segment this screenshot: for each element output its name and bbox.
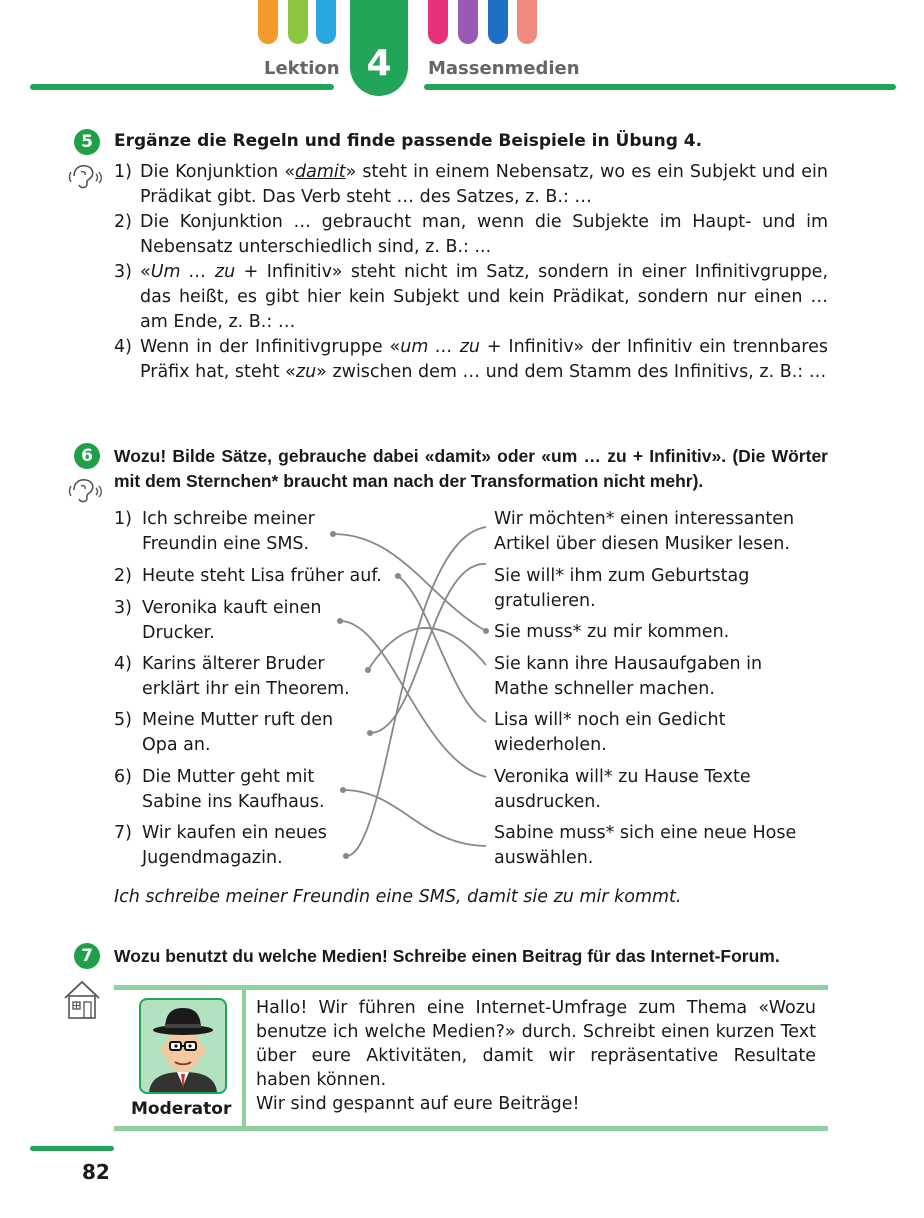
connector-dot <box>365 667 371 673</box>
exercise-6-number: 6 <box>74 443 100 469</box>
connector-dot <box>330 531 336 537</box>
homework-house-icon <box>62 978 102 1022</box>
exercise-5-title: Ergänze die Regeln und finde passende Beispiele in Übung 4. <box>114 131 703 151</box>
connector-dot <box>340 787 346 793</box>
connector-dot <box>483 628 489 634</box>
forum-border-top <box>114 985 828 990</box>
connector-line <box>368 628 486 670</box>
lesson-number-badge: 4 <box>350 0 408 96</box>
connector-dot <box>337 618 343 624</box>
connector-dot <box>343 853 349 859</box>
right-clause-1: Wir möchten* einen interessanten Artikel über diesen Musiker lesen. <box>494 509 795 554</box>
connector-line <box>370 564 486 733</box>
moderator-avatar <box>139 998 227 1094</box>
footer-line <box>30 1146 114 1151</box>
right-clause-2: Sie will* ihm zum Geburtstag gratulieren. <box>494 566 750 611</box>
forum-post-paragraph: Hallo! Wir führen eine Internet-Umfrage zum Thema «Wozu benutze ich welche Medien?» durch. Schreibt einen kurzen Text über eure Aktivitäten, damit wir repräsentative Resultate haben können. <box>256 998 816 1090</box>
exercise-5-number: 5 <box>74 129 100 155</box>
right-clause-3: Sie muss* zu mir kommen. <box>494 622 730 642</box>
forum-post-text <box>256 996 816 1116</box>
moderator-label: Moderator <box>131 1099 232 1119</box>
left-sentence-1: 1) Ich schreibe meiner Freundin eine SMS. <box>114 509 315 554</box>
forum-border-bottom <box>114 1126 828 1131</box>
lesson-topic: Massenmedien <box>428 58 580 79</box>
exercise-7-number: 7 <box>74 943 100 969</box>
connector-line <box>346 527 486 856</box>
forum-divider <box>242 990 246 1126</box>
left-sentence-6: 6) Die Mutter geht mit Sabine ins Kaufhaus. <box>114 767 325 812</box>
left-sentence-5: 5) Meine Mutter ruft den Opa an. <box>114 710 334 755</box>
lesson-label: Lektion <box>264 58 340 79</box>
right-clause-5: Lisa will* noch ein Gedicht wiederholen. <box>494 710 726 755</box>
left-sentence-4: 4) Karins älterer Bruder erklärt ihr ein Theorem. <box>114 654 350 699</box>
left-sentence-2: 2) Heute steht Lisa früher auf. <box>114 566 382 586</box>
connector-dot <box>367 730 373 736</box>
right-clause-7: Sabine muss* sich eine neue Hose auswählen. <box>494 823 797 868</box>
exercise-7-title: Wozu benutzt du welche Medien! Schreibe einen Beitrag für das Internet-Forum. <box>114 946 780 966</box>
forum-post-closing: Wir sind gespannt auf eure Beiträge! <box>256 1094 580 1114</box>
example-sentence: Ich schreibe meiner Freundin eine SMS, damit sie zu mir kommt. <box>114 887 682 907</box>
left-sentence-3: 3) Veronika kauft einen Drucker. <box>114 598 322 643</box>
page-number: 82 <box>82 1160 110 1184</box>
right-clause-4: Sie kann ihre Hausaufgaben in Mathe schneller machen. <box>494 654 763 699</box>
rule-2: 2) Die Konjunktion … gebraucht man, wenn die Subjekte im Haupt- und im Nebensatz unterschiedlich sind, z. B.: ... <box>114 212 828 257</box>
left-sentence-7: 7) Wir kaufen ein neues Jugendmagazin. <box>114 823 327 868</box>
right-clause-6: Veronika will* zu Hause Texte ausdrucken. <box>494 767 751 812</box>
exercise-6-title: Wozu! Bilde Sätze, gebrauche dabei «damit» oder «um … zu + Infinitiv». (Die Wörter mit dem Sternchen* braucht man nach der Transformation nicht mehr). <box>114 446 828 491</box>
rule-4: 4) Wenn in der Infinitivgruppe «um … zu + Infinitiv» der Infinitiv ein trennbares Präfix hat, steht «zu» zwischen dem … und dem Stamm des Infinitivs, z. B.: … <box>114 337 828 382</box>
connector-dot <box>395 573 401 579</box>
connector-line <box>333 534 486 631</box>
connector-line <box>343 790 486 846</box>
rule-3: 3) «Um … zu + Infinitiv» steht nicht im Satz, sondern in einer Infinitivgruppe, das heißt, es gibt hier kein Subjekt und kein Prädikat, sondern nur einen … am Ende, z. B.: … <box>114 262 829 332</box>
rule-1: 1) Die Konjunktion «damit» steht in einem Nebensatz, wo es ein Subjekt und ein Prädikat gibt. Das Verb steht … des Satzes, z. B.: … <box>114 162 828 207</box>
